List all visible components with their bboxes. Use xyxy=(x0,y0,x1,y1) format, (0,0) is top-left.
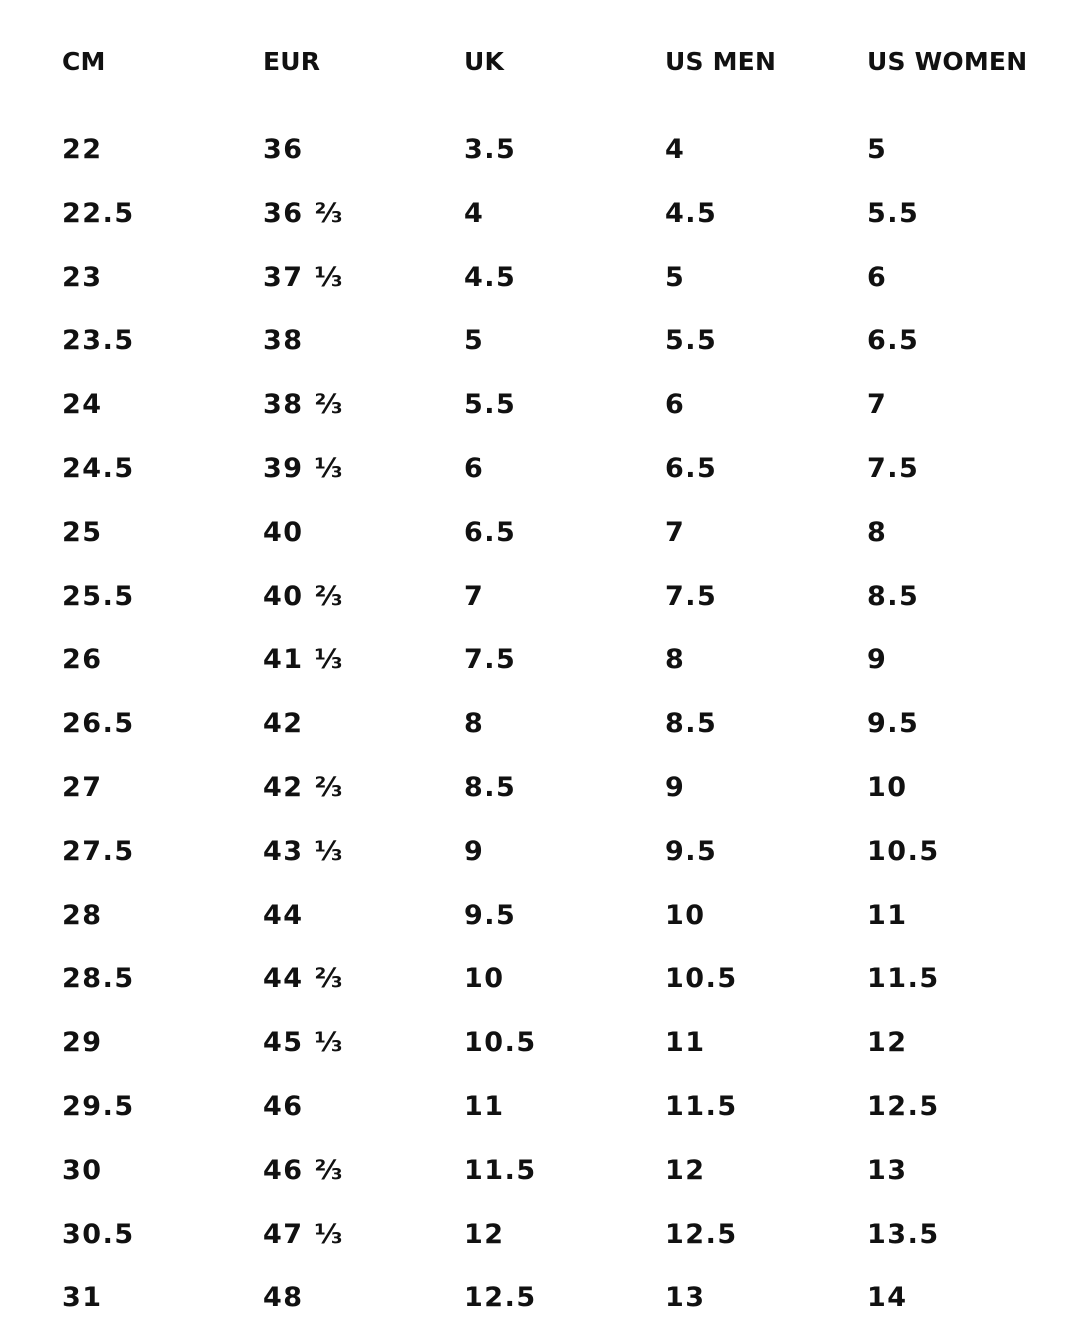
cell-us-women: 6 xyxy=(867,261,888,293)
header-cm: CM xyxy=(62,47,106,76)
table-row xyxy=(62,959,1062,999)
cell-us-women: 11.5 xyxy=(867,963,940,995)
cell-cm: 25.5 xyxy=(62,580,135,612)
cell-uk: 5 xyxy=(464,325,485,357)
cell-us-women: 12.5 xyxy=(867,1091,940,1122)
cell-eur: 40 xyxy=(263,516,304,548)
cell-uk: 3.5 xyxy=(464,134,517,165)
cell-us-men: 6 xyxy=(665,389,686,421)
cell-cm: 29.5 xyxy=(62,1091,135,1122)
cell-cm: 23 xyxy=(62,261,103,293)
cell-uk: 10 xyxy=(464,963,505,995)
cell-uk: 12 xyxy=(464,1218,505,1250)
cell-uk: 4 xyxy=(464,197,485,229)
cell-eur: 43 ⅓ xyxy=(263,835,344,867)
cell-us-women: 11 xyxy=(867,899,908,931)
cell-us-men: 8 xyxy=(665,644,686,676)
cell-us-women: 10.5 xyxy=(867,835,940,867)
cell-cm: 27.5 xyxy=(62,835,135,867)
cell-uk: 8 xyxy=(464,708,485,740)
cell-us-women: 14 xyxy=(867,1282,908,1314)
header-us-women: US WOMEN xyxy=(867,47,1028,76)
cell-cm: 24.5 xyxy=(62,453,135,484)
cell-us-men: 11.5 xyxy=(665,1091,738,1122)
table-row xyxy=(62,577,1062,617)
cell-eur: 39 ⅓ xyxy=(263,453,344,484)
cell-us-men: 10.5 xyxy=(665,963,738,995)
cell-us-women: 7 xyxy=(867,389,888,421)
cell-uk: 5.5 xyxy=(464,389,517,421)
cell-uk: 11.5 xyxy=(464,1154,537,1186)
cell-us-women: 9.5 xyxy=(867,708,920,740)
cell-cm: 31 xyxy=(62,1282,103,1314)
cell-cm: 26.5 xyxy=(62,708,135,740)
cell-cm: 22 xyxy=(62,134,103,165)
cell-us-women: 7.5 xyxy=(867,453,920,484)
cell-eur: 41 ⅓ xyxy=(263,644,344,676)
cell-uk: 9.5 xyxy=(464,899,517,931)
cell-us-men: 7.5 xyxy=(665,580,718,612)
header-uk: UK xyxy=(464,47,505,76)
table-row xyxy=(62,832,1062,872)
table-row xyxy=(62,1023,1062,1063)
table-row xyxy=(62,130,1062,170)
cell-eur: 38 ⅔ xyxy=(263,389,344,421)
cell-cm: 30 xyxy=(62,1154,103,1186)
table-row xyxy=(62,385,1062,425)
cell-us-women: 8.5 xyxy=(867,580,920,612)
table-row xyxy=(62,704,1062,744)
table-row xyxy=(62,768,1062,808)
cell-eur: 44 ⅔ xyxy=(263,963,344,995)
cell-uk: 7 xyxy=(464,580,485,612)
cell-uk: 9 xyxy=(464,835,485,867)
header-us-men: US MEN xyxy=(665,47,777,76)
table-row xyxy=(62,1087,1062,1127)
cell-us-men: 8.5 xyxy=(665,708,718,740)
table-row xyxy=(62,1278,1062,1318)
cell-uk: 10.5 xyxy=(464,1027,537,1059)
cell-eur: 36 xyxy=(263,134,304,165)
cell-uk: 7.5 xyxy=(464,644,517,676)
cell-eur: 42 ⅔ xyxy=(263,772,344,803)
cell-eur: 46 xyxy=(263,1091,304,1122)
cell-uk: 6 xyxy=(464,453,485,484)
cell-cm: 23.5 xyxy=(62,325,135,357)
cell-us-women: 12 xyxy=(867,1027,908,1059)
table-row xyxy=(62,1215,1062,1255)
cell-us-men: 10 xyxy=(665,899,706,931)
cell-us-women: 13 xyxy=(867,1154,908,1186)
table-row xyxy=(62,640,1062,680)
cell-us-men: 5.5 xyxy=(665,325,718,357)
cell-us-men: 9 xyxy=(665,772,686,803)
cell-us-women: 9 xyxy=(867,644,888,676)
cell-us-men: 5 xyxy=(665,261,686,293)
cell-cm: 28.5 xyxy=(62,963,135,995)
cell-cm: 26 xyxy=(62,644,103,676)
cell-us-women: 10 xyxy=(867,772,908,803)
table-row xyxy=(62,449,1062,489)
cell-uk: 6.5 xyxy=(464,516,517,548)
cell-us-men: 4 xyxy=(665,134,686,165)
cell-eur: 46 ⅔ xyxy=(263,1154,344,1186)
cell-eur: 40 ⅔ xyxy=(263,580,344,612)
cell-us-men: 4.5 xyxy=(665,197,718,229)
cell-eur: 44 xyxy=(263,899,304,931)
header-eur: EUR xyxy=(263,47,321,76)
table-row xyxy=(62,258,1062,298)
cell-cm: 30.5 xyxy=(62,1218,135,1250)
cell-uk: 12.5 xyxy=(464,1282,537,1314)
table-row xyxy=(62,321,1062,361)
cell-us-men: 12 xyxy=(665,1154,706,1186)
table-row xyxy=(62,1151,1062,1191)
cell-us-men: 13 xyxy=(665,1282,706,1314)
cell-cm: 24 xyxy=(62,389,103,421)
cell-cm: 25 xyxy=(62,516,103,548)
table-row xyxy=(62,896,1062,936)
cell-eur: 48 xyxy=(263,1282,304,1314)
cell-uk: 11 xyxy=(464,1091,505,1122)
cell-eur: 37 ⅓ xyxy=(263,261,344,293)
cell-eur: 38 xyxy=(263,325,304,357)
table-row xyxy=(62,194,1062,234)
cell-eur: 42 xyxy=(263,708,304,740)
cell-cm: 22.5 xyxy=(62,197,135,229)
cell-us-women: 13.5 xyxy=(867,1218,940,1250)
cell-us-men: 11 xyxy=(665,1027,706,1059)
cell-us-men: 6.5 xyxy=(665,453,718,484)
cell-us-women: 5.5 xyxy=(867,197,920,229)
cell-eur: 45 ⅓ xyxy=(263,1027,344,1059)
cell-cm: 27 xyxy=(62,772,103,803)
cell-us-men: 12.5 xyxy=(665,1218,738,1250)
cell-eur: 36 ⅔ xyxy=(263,197,344,229)
cell-cm: 28 xyxy=(62,899,103,931)
cell-us-men: 7 xyxy=(665,516,686,548)
table-row xyxy=(62,513,1062,553)
cell-uk: 4.5 xyxy=(464,261,517,293)
cell-uk: 8.5 xyxy=(464,772,517,803)
cell-cm: 29 xyxy=(62,1027,103,1059)
cell-us-women: 6.5 xyxy=(867,325,920,357)
cell-us-women: 5 xyxy=(867,134,888,165)
cell-eur: 47 ⅓ xyxy=(263,1218,344,1250)
cell-us-men: 9.5 xyxy=(665,835,718,867)
table-header-row xyxy=(62,44,1062,80)
cell-us-women: 8 xyxy=(867,516,888,548)
